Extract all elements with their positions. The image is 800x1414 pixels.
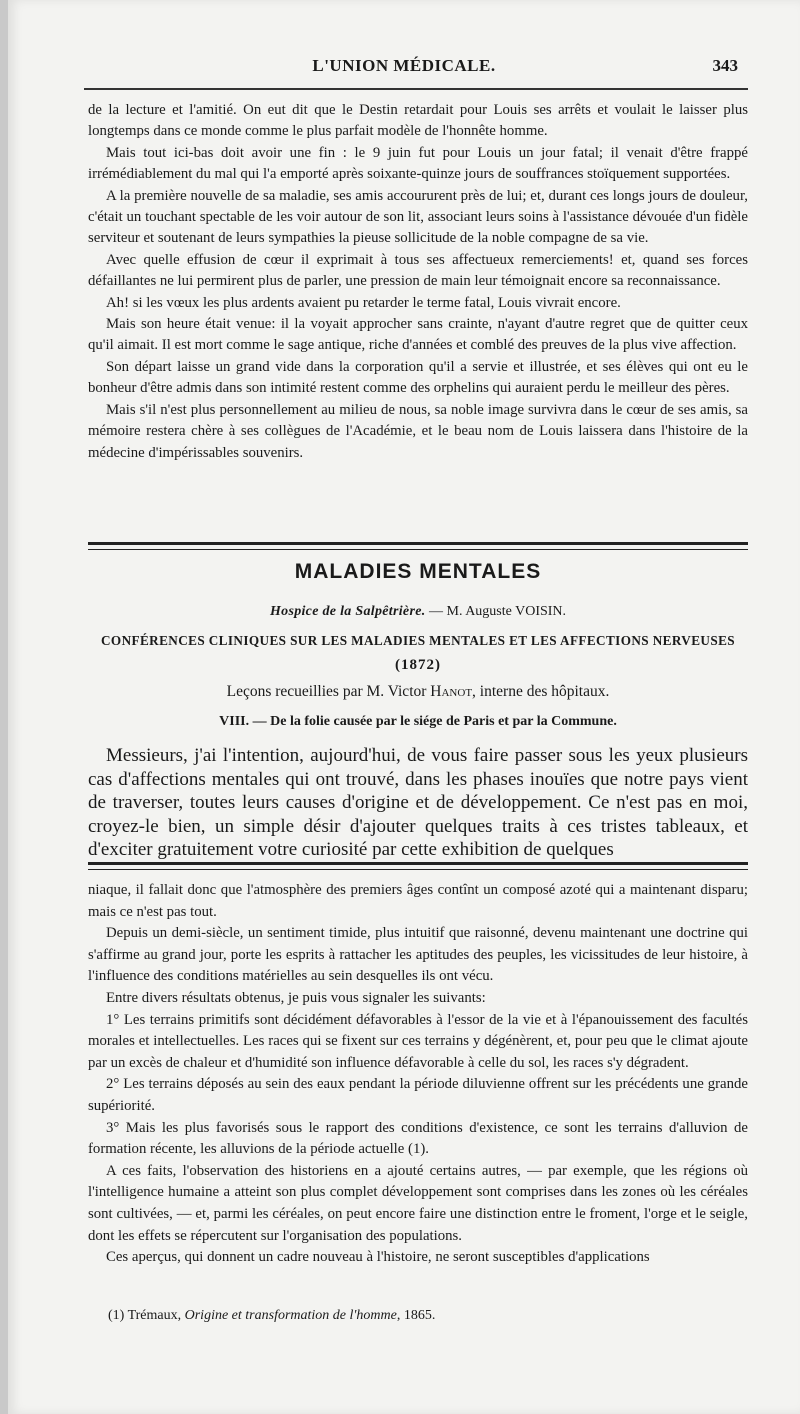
paragraph: Son départ laisse un grand vide dans la corporation qu'il a servie et illustrée, et ses élèves qui ont eu le bonheur d'être admis dans son intimité restent comme des orphelins qui auraient perdu le meilleur des pères. [88, 358, 748, 397]
page-header [8, 56, 800, 82]
conference-year: (1872) [395, 657, 441, 673]
paragraph: Mais s'il n'est plus personnellement au milieu de nous, sa noble image survivra dans le cœur de ses amis, sa mémoire restera chère à ses collègues de l'Académie, et le beau nom de Louis laissera dans l'histoire de la médecine d'impérissables souvenirs. [88, 401, 748, 461]
page-break-divider [88, 862, 748, 870]
section-divider [88, 542, 748, 550]
paragraph: 2° Les terrains déposés au sein des eaux pendant la période diluvienne offrent sur les précédents une grande supériorité. [88, 1076, 748, 1114]
header-rule [84, 88, 748, 90]
paragraph: Ah! si les vœux les plus ardents avaient pu retarder le terme fatal, Louis vivrait encore. [106, 294, 621, 311]
lecons-prefix: Leçons recueillies par M. Victor [226, 683, 431, 700]
institution-name: Hospice de la Salpêtrière. [269, 604, 426, 619]
paragraph: Entre divers résultats obtenus, je puis vous signaler les suivants: [106, 989, 486, 1006]
paragraph: 3° Mais les plus favorisés sous le rapport des conditions d'existence, ce sont les terrains d'alluvion de formation récente, les alluvions de la période actuelle (1). [88, 1119, 748, 1158]
paragraph: niaque, il fallait donc que l'atmosphère des premiers âges contînt un composé azoté qui a maintenant disparu; mais ce n'est pas tout. [88, 882, 748, 920]
paragraph: A la première nouvelle de sa maladie, ses amis accoururent près de lui; et, durant ces longs jours de douleur, c'était un touchant spectable de les voir autour de son lit, associant leurs soins à l'assistance dévouée d'un fidèle serviteur et soutenant de leurs sympathies la pieuse sollicitude de la noble compagne de sa vie. [88, 187, 748, 247]
journal-page [8, 0, 800, 1414]
paragraph: Mais tout ici-bas doit avoir une fin : le 9 juin fut pour Louis un jour fatal; il venait d'être frappé irrémédiablement du mal qui l'a emporté après soixante-quinze jours de souffrances stoïquement supportées. [88, 144, 748, 183]
conference-title: CONFÉRENCES CLINIQUES SUR LES MALADIES MENTALES ET LES AFFECTIONS NERVEUSES [101, 633, 735, 648]
lecons-suffix: , interne des hôpitaux. [472, 683, 610, 700]
paragraph: Messieurs, j'ai l'intention, aujourd'hui, de vous faire passer sous les yeux plusieurs cas d'affections mentales qui ont trouvé, dans les phases inouïes que notre pays vient de traverser, toutes leurs causes d'origine et de développement. Ce n'est pas en moi, croyez-le bien, un simple désir d'ajouter quelques traits à ces tristes tableaux, et d'exciter gratuitement votre curiosité par cette exhibition de quelques [88, 745, 748, 861]
doctor-name: — M. Auguste VOISIN. [425, 604, 567, 619]
lecons-credit [88, 683, 748, 701]
paragraph: Depuis un demi-siècle, un sentiment timide, plus intuitif que raisonné, devenu maintenant une doctrine qui s'affirme au grand jour, porte les esprits à rattacher les aptitudes des peuples, les vicissitudes de leur histoire, à l'influence des conditions matérielles au sein desquelles ils ont vécu. [88, 925, 748, 985]
paragraph: A ces faits, l'observation des historiens en a ajouté certains autres, — par exemple, que les régions où l'intelligence humaine a atteint son plus complet développement sont comprises dans les zones où les céréales sont cultivées, — et, parmi les céréales, on peut encore faire une distinction entre le froment, l'orge et le seigle, dont les effets se répercutent sur l'organisation des populations. [88, 1162, 748, 1244]
footnote-title: Origine et transformation de l'homme [184, 1308, 397, 1323]
footnote-year: , 1865. [396, 1308, 436, 1323]
lesson-heading: VIII. — De la folie causée par le siége de Paris et par la Commune. [219, 714, 617, 729]
page-number: 343 [712, 56, 738, 75]
section-title: MALADIES MENTALES [294, 560, 542, 583]
paragraph: 1° Les terrains primitifs sont décidément défavorables à l'essor de la vie et à l'épanouissement des facultés morales et intellectuelles. Les races qui se fixent sur ces terrains y dégénèrent, et, pour peu que le climat ajoute par un excès de chaleur et d'humidité son influence défavorable à celle du sol, les races s'y dégradent. [88, 1011, 748, 1071]
paragraph: Avec quelle effusion de cœur il exprimait à tous ses affectueux remerciements! et, quand ses forces défaillantes ne lui permirent plus de parler, une pression de main leur témoignait encore sa reconnaissance. [88, 251, 748, 290]
journal-title: L'UNION MÉDICALE. [312, 56, 496, 75]
paragraph: Ces aperçus, qui donnent un cadre nouveau à l'histoire, ne seront susceptibles d'applications [106, 1249, 650, 1266]
paragraph: de la lecture et l'amitié. On eut dit que le Destin retardait pour Louis ses arrêts et voulait le laisser plus longtemps dans ce monde comme le plus parfait modèle de l'honnête homme. [88, 102, 748, 140]
hospice-line [88, 604, 748, 620]
continuation-text [88, 880, 748, 1269]
footnote [108, 1308, 748, 1324]
footnote-marker: (1) Trémaux, [108, 1308, 185, 1323]
obituary-text [88, 100, 748, 464]
lecture-text [88, 744, 748, 862]
paragraph: Mais son heure était venue: il la voyait approcher sans crainte, n'ayant d'autre regret que de quitter ceux qu'il aimait. Il est mort comme le sage antique, riche d'années et comblé des preuves de la plus vive affection. [88, 316, 748, 354]
lecons-name: Hanot [430, 683, 473, 700]
